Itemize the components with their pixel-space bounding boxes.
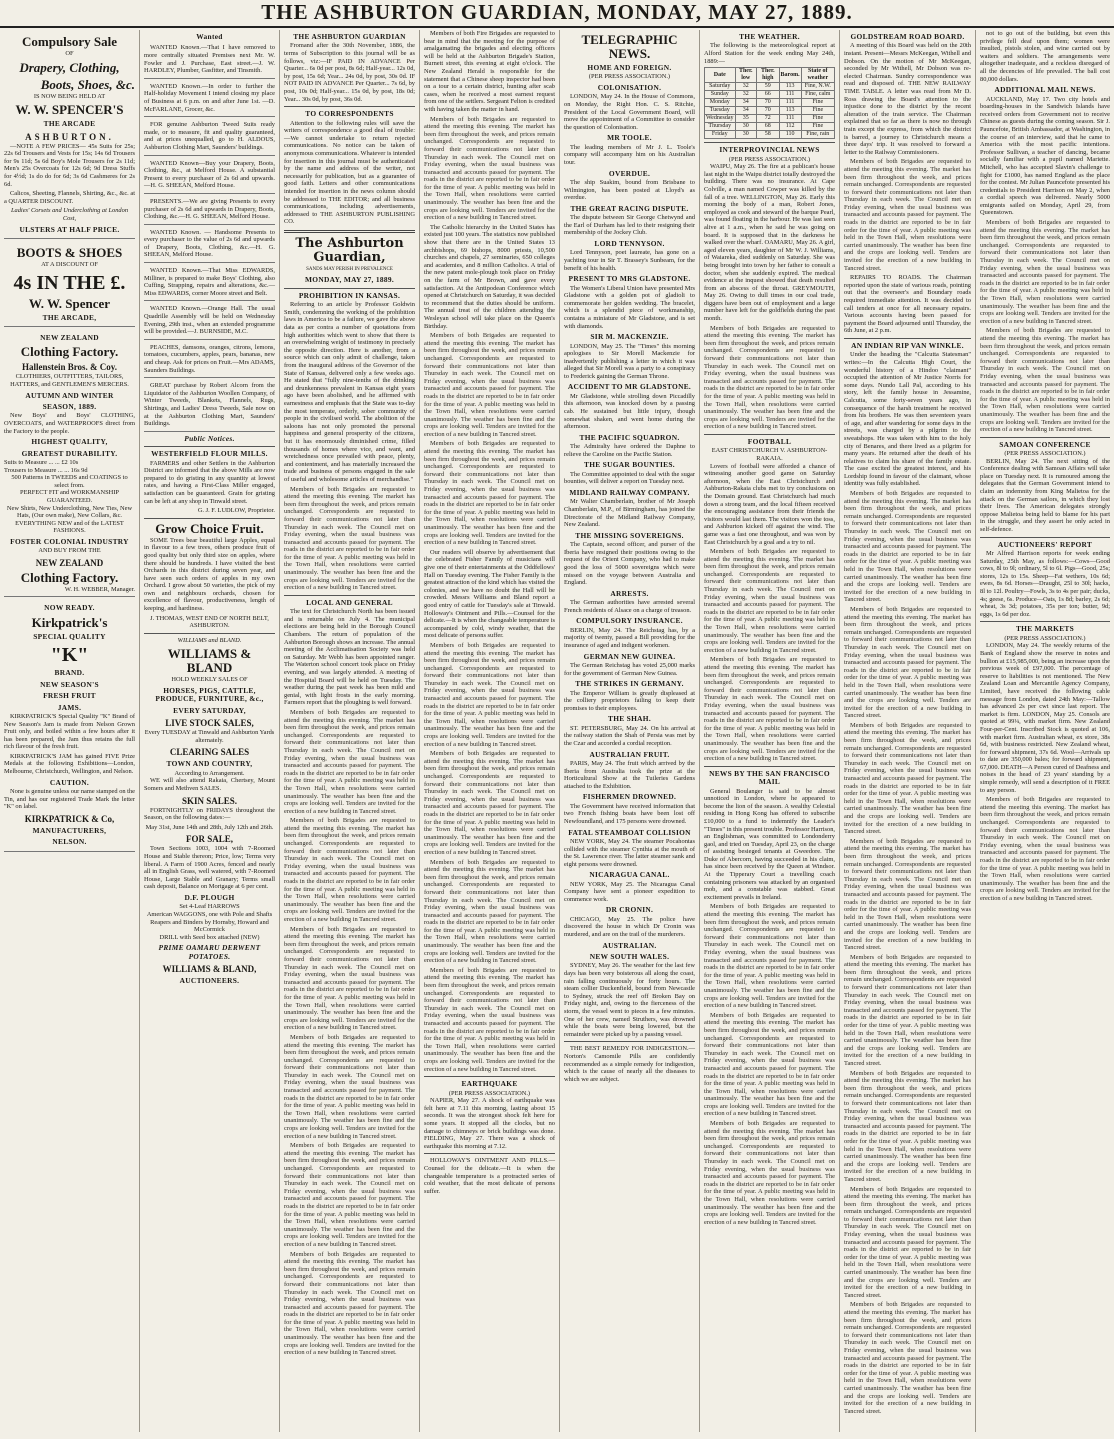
article-heading: THE WEATHER. bbox=[739, 32, 800, 41]
classified-ad: GREAT purchase by Robert Alcorn from the Liquidator of the Ashburton Woollen Company, of Winter Tweeds, Blankets, Flannels, Rugs, Shirtings, and Ladies' Dress Tweeds, Sale now on at the Ashburton Clothing Mart, Saunders' Buildings. bbox=[144, 380, 275, 432]
article-body: The Government have received information that two French fishing boats have been lost off Newfoundland, and 175 persons were drowned. bbox=[564, 802, 695, 825]
article-heading: EAST CHRISTCHURCH V. ASHBURTON-RAKAIA. bbox=[711, 447, 828, 462]
ad-text: FARMERS and other Settlers in the Ashburton District are informed that the above Mills are now prepared to do gristing in any quantity at lowest rates, and having a First-Class Miller engaged, satisfaction can be guaranteed. Grain for gristing can be left at any shop in Tinwald street. bbox=[144, 459, 275, 505]
article-heading: ARRESTS. bbox=[610, 588, 649, 598]
article-body: Members of both Brigades are requested to attend the meeting this evening. The market has been firm throughout the week, and prices remain unchanged. Correspondents are requested to forward their communications not later than Thursday in each week. The Council met on Friday evening, when the usual business was transacted and accounts passed for payment. The roads in the district are reported to be in fair order for the time of year. A public meeting was held in the Town Hall, when resolutions were carried unanimously. The weather has been fine and the crops are looking well. Tenders are invited for the erection of a new building in Tancred street. bbox=[844, 605, 971, 720]
article-body: The leading members of Mr J. L. Toole's company will accompany him on his Australian tour. bbox=[564, 143, 695, 166]
table-cell: Thursday bbox=[705, 123, 736, 131]
ad-text: GREATEST DURABILITY. bbox=[21, 448, 118, 458]
ad-title: Clothing Factory. bbox=[20, 344, 119, 360]
table-cell: Sunday bbox=[705, 91, 736, 99]
article-body: Members of both Brigades are requested to attend the meeting this evening. The market has been firm throughout the week, and prices remain unchanged. Correspondents are requested to forward their communications not later than Thursday in each week. The Council met on Friday evening, when the usual business was transacted and accounts passed for payment. The roads in the district are reported to be in fair order for the time of year. A public meeting was held in the Town Hall, when resolutions were carried unanimously. The weather has been fine and the crops are looking well. Tenders are invited for the erection of a new building in Tancred street. bbox=[844, 1301, 971, 1415]
ad-kirkpatrick bbox=[4, 599, 135, 851]
column-8 bbox=[976, 30, 1114, 1432]
section-heading: Wanted bbox=[196, 32, 223, 41]
article-heading: GERMAN NEW GUINEA. bbox=[583, 651, 676, 661]
table-header: Date bbox=[705, 68, 736, 83]
article-heading: THE GREAT RACING DISPUTE. bbox=[570, 203, 689, 213]
table-cell: Friday bbox=[705, 131, 736, 139]
article-body: HOLLOWAY'S OINTMENT AND PILLS.—Counsel for the delicate.—It is when the changeable temperature is a protracted series of cold weather, that the most delicate of persons suffer. bbox=[424, 1157, 555, 1195]
table-header: Ther. low bbox=[735, 68, 756, 83]
ad-text: Reapers and Binders by Hornsby, Howard and McCormick bbox=[150, 918, 269, 934]
article-body: The Catholic hierarchy in the United States has existed just 100 years. The statistics now published show that there are in the United States 13 archbishops, 69 bishops, 8000 priests, 10,500 churches and chapels, 27 seminaries, 650 colleges and academies, and 8 million Catholics. A trial of the new patent mole-plough took place on Friday on the farm of Mr Brown, and gave every satisfaction. At the Antipodean Conference which opened at Christchurch on Saturday, it was decided to recommend that the duties should be uniform. The annual treat of the children attending the Wesleyan school will take place on the Queen's Birthday. bbox=[424, 223, 555, 330]
section-heading: Public Notices. bbox=[184, 433, 235, 443]
article-body: Members of both Brigades are requested to attend the meeting this evening. The market has been firm throughout the week, and prices remain unchanged. Correspondents are requested to forward their communications not later than Thursday in each week. The Council met on Friday evening, when the usual business was transacted and accounts passed for payment. The roads in the district are reported to be in fair order for the time of year. A public meeting was held in the Town Hall, when resolutions were carried unanimously. The weather has been fine and the crops are looking well. Tenders are invited for the erection of a new building in Tancred street. bbox=[704, 1120, 835, 1226]
article-body: Members of both Brigades are requested to attend the meeting this evening. The market has been firm throughout the week, and prices remain unchanged. Correspondents are requested to forward their communications not later than Thursday in each week. The Council met on Friday evening, when the usual business was transacted and accounts passed for payment. The roads in the district are reported to be in fair order for the time of year. A public meeting was held in the Town Hall, when resolutions were carried unanimously. The weather has been fine and the crops are looking well. Tenders are invited for the erection of a new building in Tancred street. bbox=[424, 641, 555, 748]
ad-firm: KIRKPATRICK & Co, bbox=[24, 813, 115, 824]
table-cell: 111 bbox=[779, 99, 801, 107]
article-heading: ACCIDENT TO MR GLADSTONE. bbox=[567, 382, 692, 392]
article-body: WAIPU, May 26. The fire at a publican's house last night in the Waipu district totally destroyed the building. There was no insurance. At Cape Colville, a man named Cowper was killed by the fall of a tree. WELLINGTON, May 26. Early this morning the body of a man, Robert Jones, employed as cook and steward of the barque Pearl, was found floating in the harbour. He was last seen alive at 1 a.m., when he said he was going on board. It is supposed that in the darkness he walked over the wharf. OAMARU, May 26. A girl, aged eleven years, daughter of Mr W. J. Williams, of Waiareka, died suddenly on Saturday. She was being brought into town by her father to consult a doctor, when she suddenly expired. The medical evidence at the inquest showed that death resulted from an abscess of the throat. GREYMOUTH, May 26. Owing to dull times in our coal trade, diggers have been out of employment and a large number have left for the goldfields during the past month. bbox=[704, 163, 835, 323]
ad-text: Calicos, Sheeting, Flannels, Shirting, &c., &c. at a QUARTER DISCOUNT. bbox=[4, 190, 135, 205]
article-body: Referring to an article by Professor Goldwin Smith, condemning the working of the prohibition laws in America to be a failure, we gave the above data as per contra a number of quotations from high authorities which went to show that there is an overwhelming weight of testimony in precisely the opposite direction. Here is another, from a source which can only admit of challenge, taken from the inaugural address of the Governor of the State of Kansas, delivered only a few weeks ago. He stated that "fully nine-tenths of the drinking and drunkenness prevalent in Kansas eight years ago have been abolished, and he affirmed with earnestness and emphasis that the State was to-day the most temperate, orderly, sober community of people in the civilised world. The abolition of the saloons has not only promoted the personal happiness and general prosperity of the citizens, but it has enormously diminished crime, filled thousands of homes where vice, and want, and wretchedness once prevailed with peace, plenty, and contentment, and has materially increased the trade and business of persons engaged in the sale of useful and wholesome articles of merchandise." bbox=[284, 301, 415, 483]
table-cell: 70 bbox=[756, 99, 779, 107]
ad-title: WILLIAMS & BLAND bbox=[167, 646, 252, 676]
section-heading: THE MARKETS bbox=[1015, 624, 1075, 634]
article-body: Mr Walter Chamberlain, brother of Mr Joseph Chamberlain, M.P., of Birmingham, has joined the Directorate of the Midland Railway Company, New Zealand. bbox=[564, 498, 695, 529]
weather-table bbox=[704, 67, 835, 139]
section-subheading: HOME AND FOREIGN. bbox=[587, 63, 672, 72]
article-body: Lovers of football were afforded a chance of witnessing another good game on Saturday afternoon, when the East Christchurch and Ashburton-Rakaia clubs met to try conclusions on the Domain ground. East Christchurch had much down a strong team, and the local fifteen received the encouraging assistance from their friends the visitors would last them. The visitors won the toss, and Ashburton kicked off against the wind. The game was a fast one throughout, and was won by East Christchurch by a goal and a try to nil. bbox=[704, 462, 835, 546]
classified-ad: WANTED Known.—In order to further the Half-holiday Movement I intend closing my place of Business at 6 p.m. on and after June 1st. —D. McFARLANE, Grocer, &c. bbox=[144, 81, 275, 117]
ad-text: HORSES, PIGS, CATTLE, PRODUCE, FURNITURE, &c., bbox=[155, 686, 264, 704]
table-cell: Fine bbox=[801, 123, 834, 131]
table-header: Barom. bbox=[779, 68, 801, 83]
ad-text: NEW ZEALAND bbox=[40, 332, 99, 342]
article-body: Members of both Brigades are requested to attend the meeting this evening. The market has been firm throughout the week, and prices remain unchanged. Correspondents are requested to forward their communications not later than Thursday in each week. The Council met on Friday evening, when the usual business was transacted and accounts passed for payment. The roads in the district are reported to be in fair order for the time of year. A public meeting was held in the Town Hall, when resolutions were carried unanimously. The weather has been fine and the crops are looking well. Tenders are invited for the erection of a new building in Tancred street. bbox=[284, 1142, 415, 1248]
column-7 bbox=[840, 30, 976, 1432]
ad-text: CLOTHIERS, OUTFITTERS, TAILORS, HATTERS, and GENTLEMEN'S MERCERS. bbox=[10, 373, 129, 388]
ad-text: FORTNIGHTLY on FRIDAYS throughout the Season, on the following dates:— bbox=[144, 806, 275, 822]
table-cell: 30 bbox=[735, 131, 756, 139]
table-cell: 66 bbox=[756, 91, 779, 99]
table-cell: 68 bbox=[756, 123, 779, 131]
table-cell: 113 bbox=[779, 107, 801, 115]
ad-firm: Hallenstein Bros. & Coy. bbox=[21, 362, 118, 373]
ad-text: New Shirts, New Underclothing, New Ties, New Hats, (Our own make), New Collars, &c. bbox=[6, 504, 133, 520]
ad-text: SEASON, 1889. bbox=[42, 401, 97, 411]
article-body: Members of both Brigades are requested to attend the meeting this evening. The market has been firm throughout the week, and prices remain unchanged. Correspondents are requested to forward their communications not later than Thursday in each week. The Council met on Friday evening, when the usual business was transacted and accounts passed for payment. The roads in the district are reported to be in fair order for the time of year. A public meeting was held in the Town Hall, when resolutions were carried unanimously. The weather has been fine and the crops are looking well. Tenders are invited for the erection of a new building in Tancred street. bbox=[980, 796, 1110, 902]
section-heading: FOOTBALL bbox=[747, 436, 792, 446]
article-body: The Emperor William is greatly displeased at the colliery proprietors failing to keep their promises to their employees. bbox=[564, 689, 695, 712]
article-heading: EARTHQUAKE bbox=[461, 1079, 518, 1089]
classified-ad: PEACHES, damsons, oranges, citrons, lemons, tomatoes, cucumbers, apples, pears, bananas, new and cheap. Ask for prices on Fruit.—Mrs ADAMS, Saunders Buildings. bbox=[144, 342, 275, 378]
press-association: (PER PRESS ASSOCIATION.) bbox=[728, 155, 811, 163]
article-heading: SIR M. MACKENZIE. bbox=[590, 332, 669, 342]
ad-text: AT A DISCOUNT OF bbox=[41, 260, 98, 268]
ad-text: THE ARCADE, bbox=[42, 312, 97, 322]
ad-title: Kirkpatrick's bbox=[31, 614, 108, 630]
ad-text: NOW READY. bbox=[44, 603, 95, 613]
ad-title: Compulsory Sale bbox=[22, 34, 117, 49]
article-body: Members of both Brigades are requested to attend the meeting this evening. The market has been firm throughout the week, and prices remain unchanged. Correspondents are requested to forward their communications not later than Thursday in each week. The Council met on Friday evening, when the usual business was transacted and accounts passed for payment. The roads in the district are reported to be in fair order for the time of year. A public meeting was held in the Town Hall, when resolutions were carried unanimously. The weather has been fine and the crops are looking well. Tenders are invited for the erection of a new building in Tancred street. bbox=[844, 490, 971, 604]
section-heading: NEWS BY THE SAN FRANCISCO MAIL bbox=[709, 768, 830, 787]
ad-text: EVERYTHING NEW and of the LATEST FASHIONS. bbox=[15, 519, 124, 535]
article-heading: FATAL STEAMBOAT COLLISION bbox=[568, 827, 691, 837]
ad-title: Clothing Factory. bbox=[20, 569, 119, 585]
article-body: Members of both Brigades are requested to attend the meeting this evening. The market has been firm throughout the week, and prices remain unchanged. Correspondents are requested to forward their communications not later than Thursday in each week. The Council met on Friday evening, when the usual business was transacted and accounts passed for payment. The roads in the district are reported to be in fair order for the time of year. A public meeting was held in the Town Hall, when resolutions were carried unanimously. The weather has been fine and the crops are looking well. Tenders are invited for the erection of a new building in Tancred street. bbox=[844, 1069, 971, 1183]
ad-firm: W. W. SPENCER'S bbox=[15, 102, 124, 118]
ad-text: LIVE STOCK SALES, bbox=[165, 718, 254, 729]
article-heading: PROHIBITION IN KANSAS. bbox=[298, 290, 401, 300]
section-heading: INTERPROVINCIAL NEWS bbox=[719, 145, 820, 155]
article-body: NEW YORK, May 25. The Nicaragua Canal Company have sent a pioneer expedition to commence work. bbox=[564, 880, 695, 903]
classified-ad: WANTED Known.—Orange Hall. The usual Quadrille Assembly will be held on Wednesday Evening, 29th inst., when an extended programme will be provided.—J. BURNSIDE, M.C. bbox=[144, 303, 275, 339]
ad-text: CLEARING SALES bbox=[169, 747, 250, 758]
ad-text: THE ARCADE bbox=[43, 119, 96, 129]
ad-text: ULSTERS AT HALF PRICE. bbox=[19, 224, 120, 234]
ad-prices: —NOTE A FEW PRICES— 45s Suits for 25s; 22s 6d Trousers and Vests for 15s; 14s 6d Trousers for 9s 11d; 5s 6d Boy's Mole Trousers for 2s 11d; Men's 25s Overcoats for 12s 6d; 9d Dress Stuffs for 4½d; 1s do do for 6d; 3s 6d Cashmeres for 2s 6d. bbox=[4, 142, 135, 188]
ad-text: OF bbox=[65, 50, 74, 57]
article-body: A meeting of this Board was held on the 20th instant. Present—Messrs McKeegan, Withell and Dobson. On the motion of Mr McKeegan, seconded by Mr Withell, Mr Dobson was re-elected Chairman. Sundry correspondence was read and disposed of. THE NEW RAILWAY TIME TABLE. A letter was read from Mr D. Ross drawing the Board's attention to the injustice done to the district by the recent alteration of the train service. The Chairman explained that so far as there is now no through train except the express, from which the district is barred, a journey to Christchurch means a three days' trip. It was resolved to forward a letter to the Railway Commissioners. bbox=[844, 42, 971, 156]
article-body: The Captain, second officer, and purser of the Iberia have resigned their positions owing to the request of the Orient Company, who had to make good the loss of 5000 sovereigns which were missed on the voyage between Australia and England. bbox=[564, 541, 695, 587]
ad-clothing-factory bbox=[4, 329, 135, 598]
ad-text: IS NOW BEING HELD AT bbox=[33, 92, 106, 100]
article-body: Members of both Brigades are requested to attend the meeting this evening. The market has been firm throughout the week, and prices remain unchanged. Correspondents are requested to forward their communications not later than Thursday in each week. The Council met on Friday evening, when the usual business was transacted and accounts passed for payment. The roads in the district are reported to be in fair order for the time of year. A public meeting was held in the Town Hall, when resolutions were carried unanimously. The weather has been fine and the crops are looking well. Tenders are invited for the erection of a new building in Tancred street. bbox=[844, 837, 971, 952]
column-5 bbox=[560, 30, 700, 1432]
table-cell: 110 bbox=[779, 131, 801, 139]
press-association: (PER PRESS ASSOCIATION.) bbox=[1004, 634, 1086, 642]
table-cell: Fine bbox=[801, 99, 834, 107]
article-body: REPAIRS TO ROADS. The Chairman reported upon the state of various roads, pointing out that the overseer's and Boundary roads required immediate attention. It was decided to call tenders at once for all necessary repairs. Various accounts having been passed for payment the Board adjourned until Thursday, the 6th June, at 2 p.m. bbox=[844, 274, 971, 335]
ad-title: Grow Choice Fruit. bbox=[155, 520, 264, 536]
article-heading: NICARAGUA CANAL. bbox=[589, 870, 670, 880]
table-header: Ther. high bbox=[756, 68, 779, 83]
section-heading: TO CORRESPONDENTS bbox=[305, 109, 394, 119]
section-subheading: AUSTRALIAN. bbox=[602, 940, 657, 950]
article-heading: OVERDUE. bbox=[608, 168, 651, 178]
ad-text: MANUFACTURERS, bbox=[32, 825, 107, 835]
article-body: Members of both Brigades are requested to attend the meeting this evening. The market has been firm throughout the week, and prices remain unchanged. Correspondents are requested to forward their communications not later than Thursday in each week. The Council met on Friday evening, when the usual business was transacted and accounts passed for payment. The roads in the district are reported to be in fair order for the time of year. A public meeting was held in the Town Hall, when resolutions were carried unanimously. The weather has been fine and the crops are looking well. Tenders are invited for the erection of a new building in Tancred street. bbox=[424, 332, 555, 438]
ad-text: According to Arrangement. bbox=[174, 769, 245, 777]
ad-text: WILLIAMS and BLAND. bbox=[177, 636, 242, 644]
article-heading: THE PACIFIC SQUADRON. bbox=[579, 432, 680, 442]
article-body: LONDON, May 25. The "Times" this morning apologises to Sir Morell Mackenzie for inadvertently publishing a letter in which it was alleged that Sir Morell was a party to a conspiracy to Frederick gaining the German Throne. bbox=[564, 342, 695, 380]
ad-text: JAMS. bbox=[57, 702, 82, 712]
ad-text: KIRKPATRICK'S Special Quality "K" Brand of New Season's Jam is made from Nelson Grown Fruit only, and boiled within a few hours after it has been prepared, the Jam thus retains the full rich flavour of the fresh fruit. bbox=[4, 712, 135, 751]
article-body: Members of both Brigades are requested to attend the meeting this evening. The market has been firm throughout the week, and prices remain unchanged. Correspondents are requested to forward their communications not later than Thursday in each week. The Council met on Friday evening, when the usual business was transacted and accounts passed for payment. The roads in the district are reported to be in fair order for the time of year. A public meeting was held in the Town Hall, when resolutions were carried unanimously. The weather has been fine and the crops are looking well. Tenders are invited for the erection of a new building in Tancred street. bbox=[844, 721, 971, 836]
ad-text: BRAND. bbox=[54, 668, 85, 678]
ad-text: FOR SALE, bbox=[185, 834, 233, 845]
article-body: Attention to the following rules will save the writers of correspondence a good deal of trouble:—We cannot undertake to return rejected communications. No notice can be taken of anonymous communications. Whatever is intended for insertion in this journal must be authenticated by the name and address of the writer, not necessarily for publication, but as a guarantee of good faith. Letters and other communications intended for insertion in the news column should be addressed to THE EDITOR; and all business communications, including advertisements, addressed to THE ASHBURTON PUBLISHING CO. bbox=[284, 119, 415, 226]
article-body: Members of both Brigades are requested to attend the meeting this evening. The market has been firm throughout the week, and prices remain unchanged. Correspondents are requested to forward their communications not later than Thursday in each week. The Council met on Friday evening, when the usual business was transacted and accounts passed for payment. The roads in the district are reported to be in fair order for the time of year. A public meeting was held in the Town Hall, when resolutions were carried unanimously. The weather has been fine and the crops are looking well. Tenders are invited for the erection of a new building in Tancred street. bbox=[284, 1250, 415, 1357]
article-body: Mr Gladstone, while strolling down Piccadilly this afternoon, was knocked down by a passing cab. He sustained but little injury, though somewhat shaken, and went home during the afternoon. bbox=[564, 392, 695, 431]
paper-title: The Ashburton Guardian, bbox=[295, 235, 404, 265]
article-body: not to go out of the building, but even this privilege fell deaf upon them; women were insulted, pistols stolen, and wine carried out by waiters and soldiers. The arrangements were altogether inadequate, and a reckless disregard of all the decencies of life prevailed. The ball cost 80,000 dollars. bbox=[980, 30, 1110, 83]
ad-text: SPECIAL QUALITY bbox=[33, 631, 106, 641]
table-cell: 113 bbox=[779, 83, 801, 91]
article-body: Members of both Brigades are requested to attend the meeting this evening. The market has been firm throughout the week, and prices remain unchanged. Correspondents are requested to forward their communications not later than Thursday in each week. The Council met on Friday evening, when the usual business was transacted and accounts passed for payment. The roads in the district are reported to be in fair order for the time of year. A public meeting was held in the Town Hall, when resolutions were carried unanimously. The weather has been fine and the crops are looking well. Tenders are invited for the erection of a new building in Tancred street. bbox=[704, 1011, 835, 1118]
ad-firm: WILLIAMS & BLAND, bbox=[162, 964, 257, 975]
article-body: Members of both Brigades are requested to attend the meeting this evening. The market has been firm throughout the week, and prices remain unchanged. Correspondents are requested to forward their communications not later than Thursday in each week. The Council met on Friday evening, when the usual business was transacted and accounts passed for payment. The roads in the district are reported to be in fair order for the time of year. A public meeting was held in the Town Hall, when resolutions were carried unanimously. The weather has been fine and the crops are looking well. Tenders are invited for the erection of a new building in Tancred street. bbox=[284, 708, 415, 815]
article-body: The text for Christchurch North has been issued and is returnable on July 4. The municipal elections are being held in the Borough Council Chambers. The return of population of the Ashburton Borough shows an increase. The annual meeting of the Acclimatisation Society was held on Saturday. Mr Webb has been appointed ranger. The Waterton school concert took place on Friday evening, and was largely attended. A meeting of the Hospital Board will be held on Tuesday. The weather during the past week has been mild and genial, with light frosts in the early morning. Farmers report that the ploughing is well forward. bbox=[284, 608, 415, 707]
article-body: BERLIN, May 24. The next sitting of the Conference dealing with Samoan Affairs will take place on Tuesday next. It is rumoured among the delegates that the German Government intend to claim an indemnity from King Malietoa for the attack on the German sailors, in which they lost their lives. The American delegates strongly oppose Malietoa being held to blame for his part in the struggle, and they assert he only acted in self-defence. bbox=[980, 457, 1110, 534]
ad-text: PERFECT FIT and WORKMANSHIP GUARANTEED. bbox=[20, 489, 119, 504]
table-cell: 30 bbox=[735, 123, 756, 131]
classified-ad: PRESENTS.—We are giving Presents to every purchaser of 2s 6d and upwards in Drapery, Boots, Clothing, &c.—H. G. SHEEAN, Melford House. bbox=[144, 196, 275, 225]
classified-ad: WANTED Known. — Handsome Presents to every purchaser to the value of 2s 6d and upwards of Drapery, Boots, Clothing, &c.—H. G. SHEEAN, Melford House. bbox=[144, 227, 275, 263]
table-row bbox=[705, 123, 835, 131]
ad-text: Suits to Measure ... ... £2 10s bbox=[4, 458, 79, 466]
article-body: Members of both Brigades are requested to attend the meeting this evening. The market has been firm throughout the week, and prices remain unchanged. Correspondents are requested to forward their communications not later than Thursday in each week. The Council met on Friday evening, when the usual business was transacted and accounts passed for payment. The roads in the district are reported to be in fair order for the time of year. A public meeting was held in the Town Hall, when resolutions were carried unanimously. The weather has been fine and the crops are looking well. Tenders are invited for the erection of a new building in Tancred street. bbox=[424, 750, 555, 856]
article-heading: LOCAL AND GENERAL bbox=[306, 597, 393, 607]
ad-firm: W. W. Spencer bbox=[28, 295, 111, 311]
ad-text: American WAGGONS, one with Pole and Shafts bbox=[146, 910, 273, 918]
table-row bbox=[705, 99, 835, 107]
table-cell: Fine, N.W. bbox=[801, 83, 834, 91]
table-cell: 59 bbox=[756, 83, 779, 91]
ad-compulsory-sale bbox=[4, 30, 135, 239]
classified-ad: WANTED Known.—That Miss EDWARDS, Milliner, is prepared to make Boys' Clothing, also Cuffing, Strapping, repairs and alterations, &c.—Miss EDWARDS, corner Moore street and Belt. bbox=[144, 265, 275, 301]
column-4 bbox=[420, 30, 560, 1432]
paper-date: MONDAY, MAY 27, 1889. bbox=[305, 275, 394, 285]
ad-text: Set 4-Leaf HARROWS bbox=[179, 903, 240, 911]
article-body: LONDON, May 24. The weekly returns of the Bank of England show the reserve in notes and bullion at £15,985,000, being an increase upon the previous week of £97,000. The percentage of reserve to liabilities is not mentioned. The New Zealand Loan and Mercantile Agency Company, Limited, have received the following cable message from London, dated 24th May:—Tallow has advanced 2s per cwt since last report. The market is firm. LONDON, May 25. Consols are quoted at 99¼, with market firm. New Zealand Four-per-Cent. Inscribed Stock is quoted at 106, with market firm. Australian wheat, ex store, 38s 6d, with business restricted. New Zealand wheat, for forward shipment, 37s 6d. Wool—Arrivals up to date are 350,000 bales; for forward shipment, 67,000. DEATH—A Person cured of Deafness and noises in the head of 23 years' standing by a simple remedy, will send a description of it FREE to any person. bbox=[980, 642, 1110, 794]
press-association: (PER PRESS ASSOCIATION.) bbox=[1004, 450, 1086, 458]
column-2 bbox=[140, 30, 280, 1432]
ad-text: Trousers to Measure ... ... 16s 9d bbox=[4, 466, 88, 474]
article-heading: THE SUGAR BOUNTIES. bbox=[584, 460, 675, 470]
article-body: The Admiralty have ordered the Daphne to relieve the Caroline on the Pacific Station. bbox=[564, 443, 695, 458]
article-body: Members of both Brigades are requested to attend the meeting this evening. The market has been firm throughout the week, and prices remain unchanged. Correspondents are requested to forward their communications not later than Thursday in each week. The Council met on Friday evening, when the usual business was transacted and accounts passed for payment. The roads in the district are reported to be in fair order for the time of year. A public meeting was held in the Town Hall, when resolutions were carried unanimously. The weather has been fine and the crops are looking well. Tenders are invited for the erection of a new building in Tancred street. bbox=[424, 858, 555, 965]
section-heading: ADDITIONAL MAIL NEWS. bbox=[994, 85, 1096, 95]
ad-text: AUCTIONEERS. bbox=[179, 976, 240, 986]
table-cell: 34 bbox=[735, 99, 756, 107]
ad-text: FOSTER COLONIAL INDUSTRY bbox=[10, 536, 129, 546]
table-cell: 58 bbox=[756, 131, 779, 139]
column-3 bbox=[280, 30, 420, 1432]
ad-text: 4s IN THE £. bbox=[13, 271, 126, 294]
article-body: BERLIN, May 24. The Reichstag has, by a majority of twenty, passed a Bill providing for the insurance of aged and indigent workmen. bbox=[564, 626, 695, 649]
ad-boots-shoes bbox=[4, 241, 135, 327]
table-row bbox=[705, 107, 835, 115]
ad-text: SOME Trees bear beautiful large Apples, equal in flavour to a few trees, others produce fruit of good quality but only third size on apples, where there should be hundreds. I have visited the best Orchards in this district during seven year, and have seen such orders of apples in my own Orchard. I grow about 50 varieties, the pick of my own and neighbours orchards, chosen for excellence of flavour, productiveness, length of keeping, and hardiness. bbox=[144, 536, 275, 613]
section-heading: AUCTIONEERS' REPORT bbox=[997, 539, 1093, 549]
article-heading: AUSTRALIAN FRUIT. bbox=[589, 749, 670, 759]
table-row bbox=[705, 131, 835, 139]
table-cell: Wednesday bbox=[706, 115, 734, 122]
ad-text: 500 Patterns in TWEEDS and COATINGS to select from. bbox=[11, 474, 128, 489]
table-cell: Fine bbox=[801, 107, 834, 115]
masthead bbox=[0, 0, 1114, 28]
article-heading: COLONISATION. bbox=[597, 83, 662, 92]
ad-text: EVERY SATURDAY, bbox=[173, 705, 246, 715]
table-cell: 32 bbox=[735, 91, 756, 99]
article-body: Members of both Brigades are requested to attend the meeting this evening. The market has been firm throughout the week, and prices remain unchanged. Correspondents are requested to forward their communications not later than Thursday in each week. The Council met on Friday evening, when the usual business was transacted and accounts passed for payment. The roads in the district are reported to be in fair order for the time of year. A public meeting was held in the Town Hall, when resolutions were carried unanimously. The weather has been fine and the crops are looking well. Tenders are invited for the erection of a new building in Tancred street. bbox=[704, 548, 835, 654]
ad-text: AND BUY FROM THE bbox=[38, 547, 101, 555]
article-heading: LORD TENNYSON. bbox=[594, 238, 665, 248]
article-body: Under the heading the "Calcutta Statesman" writes:—In the Calcutta High Court, the wonderful history of a Hindoo "claimant" occupied the attention of Mr Justice Norris for some days. Nundo Lall Pal, according to his story, left the family house in Jessamine, Calcutta, some forty-seven years ago, in consequence of the harsh treatment he received from his brothers. He was then seventeen years of age, and after wandering for some days in the streets, was charged by a pilgrim to the sweatshops. He was taken with him to the holy city of Benares, and there lived as a pilgrim for many years. He returned after the death of his relatives to claim his share of the family estate. The case excited the greatest interest, and his Lordship found in favour of the claimant, whose identity was fully established. bbox=[844, 351, 971, 488]
article-body: CHICAGO, May 25. The police have discovered the house in which Dr Cronin was murdered, and are on the trail of the murderers. bbox=[564, 915, 695, 939]
classified-ad: FOR genuine Ashburton Tweed Suits ready made, or to measure, fit and quality guaranteed, and at prices unequalled, go to H. ALDOUS, Ashburton Clothing Mart, Saunders' buildings. bbox=[144, 119, 275, 155]
article-body: The Committee appointed to deal with the sugar bounties, will deliver a report on Tuesday next. bbox=[564, 470, 695, 486]
subscription-notice: Fromand after the 30th November, 1886, the terms of Subscription to this journal will be as follows, viz:—IF PAID IN ADVANCE Per Quarter... 6s 0d per post, 8s 6d; Half-year... 12s 0d, by post, 15s 6d; Year... 24s 0d, by post, 30s 0d. IF NOT PAID IN ADVANCE Per Quarter... 7s 6d, by post, 10s 0d; Half-year... 15s 0d, by post, 18s 0d; Year... 30s 0d, by post, 36s 0d. bbox=[284, 42, 415, 103]
ad-text: HIGHEST QUALITY, bbox=[31, 437, 108, 447]
ad-text: SKIN SALES. bbox=[181, 795, 238, 806]
article-body: Members of both Brigades are requested to attend the meeting this evening. The market has been firm throughout the week, and prices remain unchanged. Correspondents are requested to forward their communications not later than Thursday in each week. The Council met on Friday evening, when the usual business was transacted and accounts passed for payment. The roads in the district are reported to be in fair order for the time of year. A public meeting was held in the Town Hall, when resolutions were carried unanimously. The weather has been fine and the crops are looking well. Tenders are invited for the erection of a new building in Tancred street. bbox=[704, 656, 835, 763]
article-body: Members of both Brigades are requested to attend the meeting this evening. The market has been firm throughout the week, and prices remain unchanged. Correspondents are requested to forward their communications not later than Thursday in each week. The Council met on Friday evening, when the usual business was transacted and accounts passed for payment. The roads in the district are reported to be in fair order for the time of year. A public meeting was held in the Town Hall, when resolutions were carried unanimously. The weather has been fine and the crops are looking well. Tenders are invited for the erection of a new building in Tancred street. bbox=[284, 1033, 415, 1140]
table-row bbox=[705, 91, 835, 99]
ad-text: NEW ZEALAND bbox=[35, 557, 104, 568]
article-body: SYDNEY, May 26. The weather for the last few days has been very boisterous all along the coast, rain falling continuously for forty hours. The steam collier Duckenfield, bound from Newcastle to Sydney, struck the reef off Broken Bay on Friday night, and, owing to the fierceness of the storm, the vessel went to pieces in a few minutes. One of her crew, named Struthers, was drowned while the boats were being lowered, but the remainder were picked up by a passing vessel. bbox=[564, 962, 695, 1038]
table-cell: Fine, rain bbox=[801, 131, 834, 139]
article-body: The Women's Liberal Union have presented Mrs Gladstone with a golden pot of gladioli to commemorate her golden wedding. The bracelet, which is a splendid piece of workmanship, contains a miniature of Mr Gladstone, and is set with diamonds. bbox=[564, 284, 695, 330]
ad-signature: J. THOMAS, WEST END OF NORTH BELT, ASHBURTON. bbox=[150, 614, 269, 630]
article-heading: THE SHAH. bbox=[608, 714, 651, 724]
ad-signature: W. H. WEBBER, Manager. bbox=[64, 585, 135, 593]
ad-text: TOWN AND COUNTRY, bbox=[166, 759, 253, 769]
ad-text: KIRKPATRICK'S JAM has gained FIVE Prize Medals at the following Exhibitions—London, Melbourne, Christchurch, Wellington, and Nelson. bbox=[4, 752, 135, 776]
ad-text: AUTUMN AND WINTER bbox=[25, 390, 114, 400]
article-body: The German Reichstag has voted 25,000 marks for the government of German New Guinea. bbox=[564, 661, 695, 677]
ad-text: D.F. PLOUGH bbox=[184, 892, 235, 902]
article-body: Members of both Brigades are requested to attend the meeting this evening. The market has been firm throughout the week, and prices remain unchanged. Correspondents are requested to forward their communications not later than Thursday in each week. The Council met on Friday evening, when the usual business was transacted and accounts passed for payment. The roads in the district are reported to be in fair order for the time of year. A public meeting was held in the Town Hall, when resolutions were carried unanimously. The weather has been fine and the crops are looking well. Tenders are invited for the erection of a new building in Tancred street. bbox=[424, 966, 555, 1073]
ad-text: FRESH FRUIT bbox=[43, 691, 96, 701]
ad-text: New Boys' and Boys' CLOTHING, OVERCOATS, and WATERPROOFS direct from the Factory to the people. bbox=[4, 412, 135, 435]
section-heading: AN INDIAN RIP VAN WINKLE. bbox=[851, 340, 964, 350]
table-cell: 35 bbox=[735, 115, 756, 123]
ad-title: WESTERFIELD FLOUR MILLS. bbox=[151, 449, 268, 459]
ad-text: Ladies' Corsets and Underclothing at London Cost, bbox=[10, 207, 129, 222]
table-cell: Saturday bbox=[705, 83, 736, 91]
article-body: Members of both Brigades are requested to attend the meeting this evening. The market has been firm throughout the week, and prices remain unchanged. Correspondents are requested to forward their communications not later than Thursday in each week. The Council met on Friday evening, when the usual business was transacted and accounts passed for payment. The roads in the district are reported to be in fair order for the time of year. A public meeting was held in the Town Hall, when resolutions were carried unanimously. The weather has been fine and the crops are looking well. Tenders are invited for the erection of a new building in Tancred street. bbox=[704, 324, 835, 431]
ad-text: Every TUESDAY at Tinwald and Ashburton Yards alternately. bbox=[144, 729, 275, 744]
table-cell: Tuesday bbox=[705, 107, 736, 115]
table-cell: Fine bbox=[801, 115, 834, 123]
ad-text: DRILL with Seed box attached (NEW) bbox=[159, 933, 260, 941]
article-body: Members of both Brigades are requested to attend the meeting this evening. The market has been firm throughout the week, and prices remain unchanged. Correspondents are requested to forward their communications not later than Thursday in each week. The Council met on Friday evening, when the usual business was transacted and accounts passed for payment. The roads in the district are reported to be in fair order for the time of year. A public meeting was held in the Town Hall, when resolutions were carried unanimously. The weather has been fine and the crops are looking well. Tenders are invited for the erection of a new building in Tancred street. bbox=[284, 485, 415, 592]
ad-title: BOOTS & SHOES bbox=[16, 244, 123, 260]
article-heading: PRESENT TO MRS GLADSTONE. bbox=[568, 274, 691, 284]
ad-text: PRIME OAMARU DERWENT POTATOES. bbox=[158, 943, 261, 961]
section-heading: SAMOAN CONFERENCE bbox=[999, 439, 1091, 449]
article-body: Members of both Brigades are requested to attend the meeting this evening. The market has been firm throughout the week, and prices remain unchanged. Correspondents are requested to forward their communications not later than Thursday in each week. The Council met on Friday evening, when the usual business was transacted and accounts passed for payment. The roads in the district are reported to be in fair order for the time of year. A public meeting was held in the Town Hall, when resolutions were carried unanimously. The weather has been fine and the crops are looking well. Tenders are invited for the erection of a new building in Tancred street. bbox=[424, 440, 555, 547]
table-cell: Fine, calm bbox=[801, 91, 834, 99]
article-body: Members of both Brigades are requested to attend the meeting this evening. The market has been firm throughout the week, and prices remain unchanged. Correspondents are requested to forward their communications not later than Thursday in each week. The Council met on Friday evening, when the usual business was transacted and accounts passed for payment. The roads in the district are reported to be in fair order for the time of year. A public meeting was held in the Town Hall, when resolutions were carried unanimously. The weather has been fine and the crops are looking well. Tenders are invited for the erection of a new building in Tancred street. bbox=[844, 158, 971, 272]
article-heading: COMPULSORY INSURANCE. bbox=[576, 616, 683, 626]
ad-text: NEW SEASON'S bbox=[40, 679, 99, 689]
classified-ad: WANTED Known—Buy your Drapery, Boots, Clothing, &c., at Melford House. A substantial Present to every purchaser of 2s 6d and upwards.—H. G. SHEEAN, Melford House. bbox=[144, 158, 275, 194]
article-body: Members of both Brigades are requested to attend the meeting this evening. The market has been firm throughout the week, and prices remain unchanged. Correspondents are requested to forward their communications not later than Thursday in each week. The Council met on Friday evening, when the usual business was transacted and accounts passed for payment. The roads in the district are reported to be in fair order for the time of year. A public meeting was held in the Town Hall, when resolutions were carried unanimously. The weather has been fine and the crops are looking well. Tenders are invited for the erection of a new building in Tancred street. bbox=[284, 925, 415, 1032]
article-heading: NEW SOUTH WALES. bbox=[589, 952, 670, 962]
article-body: The following is the meteorological report at Alford Station for the week ending May 24th, 1889:— bbox=[704, 42, 835, 65]
article-body: Members of both Brigades are requested to attend the meeting this evening. The market has been firm throughout the week, and prices remain unchanged. Correspondents are requested to forward their communications not later than Thursday in each week. The Council met on Friday evening, when the usual business was transacted and accounts passed for payment. The roads in the district are reported to be in fair order for the time of year. A public meeting was held in the Town Hall, when resolutions were carried unanimously. The weather has been fine and the crops are looking well. Tenders are invited for the erection of a new building in Tancred street. bbox=[704, 903, 835, 1010]
article-body: Mr Alfred Harrison reports for week ending Saturday, 25th May, as follows:—Cows—Good cows, 8l to 9l; ordinary, 5l to 6l. Pigs—Good, 25s; stores, 12s to 15s. Sheep—Fat wethers, 10s 6d; ewes, 8s 6d. Horses—Draught, 25l to 30l; hacks, 8l to 12l. Poultry—Fowls, 3s to 4s per pair; ducks, 4s; geese, 6s. Produce—Oats, 1s 8d; barley, 2s 6d; wheat, 3s 3d; potatoes, 35s per ton; butter, 9d; eggs, 1s 6d per doz. bbox=[980, 550, 1110, 618]
article-body: LONDON, May 24. In the House of Commons, on Monday, the Right Hon. C. S. Ritchie, President of the Local Government Board, will move the appointment of a Committee to consider the question of Colonisation. bbox=[564, 93, 695, 131]
article-body: General Boulanger is said to be almost unnoticed in London, where he appeared to become the lion of the season. A wealthy Celestial residing in Hong Kong has offered to subscribe £10,000 to a fund to indemnify the Leader's "Times" in this present trouble. Professor Harrison, an Englishman, was committed to Londonderry gaol, and tried on Tuesday, April 23, on the charge of assisting besieged tenants at Gweedore. The Duke of Abercorn, having succeeded in his claim, has since been received by the Queen at Windsor. At the Tipperary Court a travelling coach containing prisoners was attacked by an organised mob, and a constable was stabbed. Great excitement prevails in Ireland. bbox=[704, 787, 836, 901]
article-heading: THE MISSING SOVEREIGNS. bbox=[575, 530, 684, 540]
article-body: Members of both Brigades are requested to attend the meeting this evening. The market has been firm throughout the week, and prices remain unchanged. Correspondents are requested to forward their communications not later than Thursday in each week. The Council met on Friday evening, when the usual business was transacted and accounts passed for payment. The roads in the district are reported to be in fair order for the time of year. A public meeting was held in the Town Hall, when resolutions were carried unanimously. The weather has been fine and the crops are looking well. Tenders are invited for the erection of a new building in Tancred street. bbox=[980, 219, 1110, 325]
article-body: Lord Tennyson, poet laureate, has gone on a yachting tour in Sir T. Brassey's Sunbeam, for the benefit of his health. bbox=[564, 249, 695, 272]
article-body: Members of both Brigades are requested to attend the meeting this evening. The market has been firm throughout the week, and prices remain unchanged. Correspondents are requested to forward their communications not later than Thursday in each week. The Council met on Friday evening, when the usual business was transacted and accounts passed for payment. The roads in the district are reported to be in fair order for the time of year. A public meeting was held in the Town Hall, when resolutions were carried unanimously. The weather has been fine and the crops are looking well. Tenders are invited for the erection of a new building in Tancred street. bbox=[844, 953, 971, 1067]
article-body: Members of both Brigades are requested to attend the meeting this evening. The market has been firm throughout the week, and prices remain unchanged. Correspondents are requested to forward their communications not later than Thursday in each week. The Council met on Friday evening, when the usual business was transacted and accounts passed for payment. The roads in the district are reported to be in fair order for the time of year. A public meeting was held in the Town Hall, when resolutions were carried unanimously. The weather has been fine and the crops are looking well. Tenders are invited for the erection of a new building in Tancred street. bbox=[980, 327, 1110, 434]
section-heading: TELEGRAPHIC NEWS. bbox=[581, 32, 678, 61]
section-heading: THE ASHBURTON GUARDIAN bbox=[293, 32, 406, 41]
table-cell: 112 bbox=[779, 123, 801, 131]
ad-text: Drapery, Clothing, bbox=[19, 59, 120, 75]
table-cell: 111 bbox=[779, 115, 801, 123]
table-row bbox=[705, 83, 835, 91]
classified-ad: WANTED Known.—That I have removed to more centrally situated Premises next Mr. W. Fowler and J. Purchase, East street.—J. W. HARDLEY, Plumber, Gasfitter, and Tinsmith. bbox=[144, 42, 275, 78]
table-cell: 32 bbox=[735, 83, 756, 91]
article-body: The German authorities have arrested several French residents of Alsace on a charge of treason. bbox=[564, 599, 695, 614]
section-heading: GOLDSTREAM ROAD BOARD. bbox=[850, 32, 965, 41]
ad-text: May 31st, June 14th and 28th, July 12th and 26th. bbox=[145, 823, 274, 831]
article-body: PARIS, May 24. The fruit which arrived by the Iberia from Australia took the prize at the Horticultural Show at the Tuileries Gardens attached to the Exhibition. bbox=[564, 759, 695, 790]
article-body: NEW YORK, May 24. The steamer Pocahontas collided with the steamer Cynthia at the mouth of the St. Lawrence river. The latter steamer sank and eight persons were drowned. bbox=[564, 837, 695, 868]
table-cell: 34 bbox=[735, 107, 756, 115]
article-body: Our readers will observe by advertisement that the celebrated Fisher Family of musicians will give one of their entertainments at the Oddfellows' Hall on Tuesday evening. The Fisher Family is the greatest attraction of the kind which has visited the colonies, and we have no doubt the Hall will be crowded. Messrs Williams and Bland report a good entry of cattle for Tuesday's sale at Tinwald. Holloway's Ointment and Pills.—Counsel for the delicate.—It is when the changeable temperature is accompanied by cold, windy weather, that the most delicate of persons suffer. bbox=[424, 548, 555, 640]
press-association: (PER PRESS ASSOCIATION.) bbox=[448, 1089, 531, 1097]
ad-text: CAUTION. bbox=[49, 777, 90, 787]
ad-text: NELSON. bbox=[52, 837, 87, 847]
article-body: THE BEST REMEDY FOR INDIGESTION.—Norton's Camomile Pills are confidently recommended as a simple remedy for indigestion, which is the cause of nearly all the diseases to which we are subject. bbox=[564, 1045, 695, 1083]
article-body: Members of both Fire Brigades are requested to bear in mind that the meeting for the purpose of amalgamating the brigades and electing officers will be held at the Ashburton Brigade's Station, Burnett street, this evening at eight o'clock. The New Zealand Herald is responsible for the statement that a Chinese sheep inspector had been on a tour to a certain district, hunting after scab cases, when he received a most earnest request from one of the settlers. Sergeant Felton is credited with having taken the matter in hand. bbox=[424, 30, 555, 113]
article-body: NAPIER, May 27. A shock of earthquake was felt here at 7.11 this morning, lasting about 15 seconds. It was the strongest shock felt here for some years. It stopped all the clocks, but no damage to chimneys or brick buildings was done. FIELDING, May 27. There was a shock of earthquake this morning at 7.12. bbox=[424, 1097, 555, 1150]
table-cell: 72 bbox=[756, 115, 779, 123]
paper-motto: SANDS MAY PERISH IN PREVALENCE bbox=[306, 266, 393, 272]
article-body: Members of both Brigades are requested to attend the meeting this evening. The market has been firm throughout the week, and prices remain unchanged. Correspondents are requested to forward their communications not later than Thursday in each week. The Council met on Friday evening, when the usual business was transacted and accounts passed for payment. The roads in the district are reported to be in fair order for the time of year. A public meeting was held in the Town Hall, when resolutions were carried unanimously. The weather has been fine and the crops are looking well. Tenders are invited for the erection of a new building in Tancred street. bbox=[424, 115, 555, 222]
ad-text: HOLD WEEKLY SALES OF bbox=[171, 676, 248, 684]
column-1 bbox=[0, 30, 140, 1432]
ad-text: Boots, Shoes, &c. bbox=[40, 76, 135, 92]
article-body: The ship Suakim, bound from Brisbane to Wilmington, has been posted at Lloyd's as overdue. bbox=[564, 178, 695, 202]
table-cell: Monday bbox=[705, 99, 736, 107]
article-body: The dispute between Sir George Chetwynd and the Earl of Durham has led to their resigning their membership of the Jockey Club. bbox=[564, 214, 695, 237]
article-body: Members of both Brigades are requested to attend the meeting this evening. The market has been firm throughout the week, and prices remain unchanged. Correspondents are requested to forward their communications not later than Thursday in each week. The Council met on Friday evening, when the usual business was transacted and accounts passed for payment. The roads in the district are reported to be in fair order for the time of year. A public meeting was held in the Town Hall, when resolutions were carried unanimously. The weather has been fine and the crops are looking well. Tenders are invited for the erection of a new building in Tancred street. bbox=[284, 817, 415, 923]
article-heading: MR TOOLE. bbox=[607, 133, 652, 143]
article-heading: THE STRIKES IN GERMANY. bbox=[575, 679, 684, 689]
ad-text: ASHBURTON. bbox=[25, 131, 114, 142]
masthead-title: THE ASHBURTON GUARDIAN, MONDAY, MAY 27, 1889. bbox=[261, 0, 853, 24]
ad-text: "K" bbox=[50, 644, 89, 667]
table-cell: 111 bbox=[779, 91, 801, 99]
ad-text: WE will also attend Rakaia, Chertsey, Mount Somers and Methven SALES. bbox=[144, 777, 275, 793]
ad-signature: G. J. F. LUDLOW, Proprietor. bbox=[197, 507, 275, 515]
table-header: State of weather bbox=[801, 68, 834, 83]
article-heading: FISHERMEN DROWNED. bbox=[582, 792, 677, 802]
article-body: AUCKLAND, May 17. Two city hotels and boarding-houses in the Sandwich Islands have received orders from Government not to receive Chinese as guests during the coming season. Sir J. Pauncefote, British Ambassador, at Washington, in the course of an interview, said that he came to America with the most pacific intentions. Professor Sullivan, a teacher of dancing, became socially familiar with a pupil named Mariette. Mitchell, who has accepted Slavin's challenge to fight for £1000, has named England as the place for the contest. Mr Julian Pauncefote presented his credentials to President Harrison on May 2, when a cordial speech was delivered. Nearly 5000 emigrants sailed on Monday, April 29, from Queenstown. bbox=[980, 95, 1110, 217]
ad-text: None is genuine unless our name stamped on the Tin, and has our registered Trade Mark the letter "K" on label. bbox=[4, 788, 135, 811]
ad-text: Town Sections 1003, 1004 with 7-Roomed House and Stable thereon; Price, low; Terms very liberal. A Farm of 1900 Acres, fenced and nearly all in English Grass, well watered, with 7-Roomed House, Large Stable and Granary; Terms small cash deposit, Balance on Mortgage at 6 per cent. bbox=[144, 845, 275, 891]
table-row bbox=[705, 115, 835, 123]
article-body: Members of both Brigades are requested to attend the meeting this evening. The market has been firm throughout the week, and prices remain unchanged. Correspondents are requested to forward their communications not later than Thursday in each week. The Council met on Friday evening, when the usual business was transacted and accounts passed for payment. The roads in the district are reported to be in fair order for the time of year. A public meeting was held in the Town Hall, when resolutions were carried unanimously. The weather has been fine and the crops are looking well. Tenders are invited for the erection of a new building in Tancred street. bbox=[844, 1185, 971, 1299]
table-cell: 70 bbox=[756, 107, 779, 115]
article-body: ST. PETERSBURG, May 24. On his arrival at the railway station the Shah of Persia was met by the Czar and accorded a cordial reception. bbox=[564, 724, 695, 747]
article-heading: MIDLAND RAILWAY COMPANY. bbox=[569, 488, 690, 498]
article-heading: DR CRONIN. bbox=[605, 905, 654, 915]
column-6 bbox=[700, 30, 840, 1432]
press-association: (PER PRESS ASSOCIATION.) bbox=[588, 73, 671, 81]
